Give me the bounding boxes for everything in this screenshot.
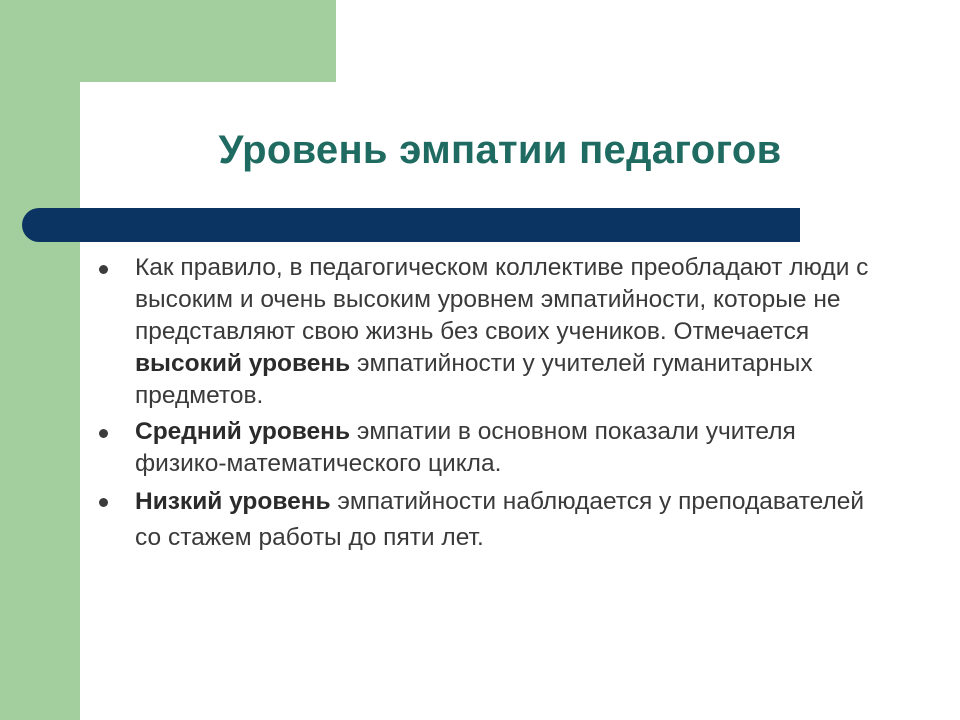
bullet-emphasis: высокий уровень: [135, 350, 351, 377]
bullet-emphasis: Низкий уровень: [135, 488, 331, 515]
bullet-item-medium-level: [98, 416, 888, 480]
bullet-text: эмпатийности наблюдается у преподавателей со стажем работы до пяти лет.: [135, 488, 865, 551]
bullet-item-high-level: [98, 252, 888, 412]
bullet-text: эмпатийности у учителей гуманитарных предметов.: [135, 350, 813, 409]
bullet-text: Как правило, в педагогическом коллективе преобладают люди с высоким и очень высоким уровнем эмпатийности, которые не представляют свою жизнь без своих учеников. Отмечается: [135, 254, 869, 345]
bullet-dot-icon: [99, 498, 108, 507]
accent-strip-left: [0, 0, 80, 720]
title-underline-bar: [22, 208, 800, 242]
bullet-list: [98, 252, 888, 560]
bullet-emphasis: Средний уровень: [135, 418, 351, 445]
bullet-dot-icon: [99, 265, 108, 274]
bullet-item-low-level: [98, 484, 888, 556]
bullet-dot-icon: [99, 429, 108, 438]
bullet-text: эмпатии в основном показали учителя физико-математического цикла.: [135, 418, 796, 477]
slide-title: Уровень эмпатии педагогов: [218, 128, 782, 172]
